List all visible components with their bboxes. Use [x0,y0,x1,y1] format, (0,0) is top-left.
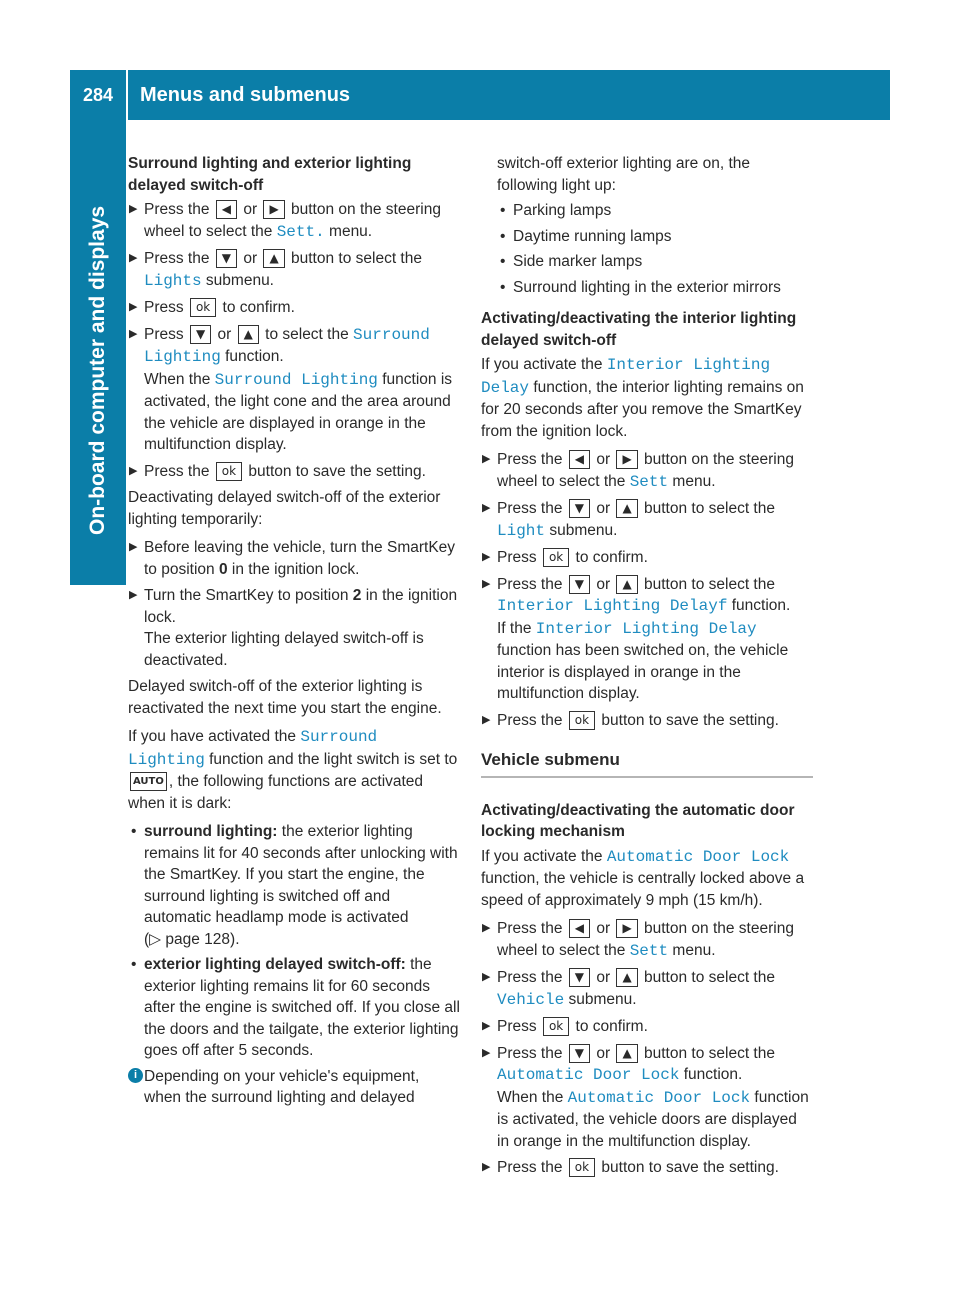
paragraph: Delayed switch-off of the exterior lighting is reactivated the next time you start the engine. [128,678,442,717]
right-column [481,153,813,1184]
list-item: • Surround lighting in the exterior mirrors [497,277,813,299]
ok-key-icon: ok [216,462,242,481]
paragraph: If you activate the Automatic Door Lock function, the vehicle is centrally locked above a speed of approximately 9 mph (15 km/h). [481,847,805,909]
section-title: Vehicle submenu [481,749,813,778]
left-column [128,153,460,1113]
step: ▶ Press the ◀ or ▶ button on the steering wheel to select the Sett. menu. [128,199,460,243]
ok-key-icon: ok [543,1017,569,1036]
left-arrow-key-icon: ◀ [569,919,590,938]
info-note: i Depending on your vehicle's equipment, when the surround lighting and delayed [128,1066,460,1109]
ok-key-icon: ok [190,298,216,317]
step: ▶ Press the ok button to save the setting. [128,461,460,483]
up-arrow-key-icon: ▲ [263,249,284,268]
right-arrow-key-icon: ▶ [616,450,637,469]
section-heading: Activating/deactivating the automatic door locking mechanism [481,801,795,840]
left-arrow-key-icon: ◀ [216,200,237,219]
step: ▶ Press the ▼ or ▲ button to select the Lights submenu. [128,248,460,292]
auto-light-switch-icon: AUTO [130,772,167,791]
step: ▶ Press the ◀ or ▶ button on the steering wheel to select the Sett menu. [481,449,813,493]
section-heading: Activating/deactivating the interior lighting delayed switch-off [481,310,797,349]
menu-name: Light [497,521,546,540]
up-arrow-key-icon: ▲ [238,325,259,344]
down-arrow-key-icon: ▼ [569,968,590,987]
list-item: • Parking lamps [497,200,813,222]
function-name: Automatic Door Lock [497,1066,680,1084]
ok-key-icon: ok [543,548,569,567]
function-name: Surround Lighting [144,325,430,366]
list-item: • Side marker lamps [497,251,813,273]
step: ▶ Before leaving the vehicle, turn the SmartKey to position 0 in the ignition lock. [128,537,460,580]
step: ▶ Press ok to confirm. [128,297,460,319]
ok-key-icon: ok [569,711,595,730]
step: ▶ Press the ▼ or ▲ button to select the Automatic Door Lock function. When the Automatic Door Lock function is activated, the vehicle doors are displayed in orange in the multifunction display. [481,1043,813,1153]
function-name: Automatic Door Lock [567,1088,751,1107]
list-item: • surround lighting: the exterior lighting remains lit for 40 seconds after unlocking with the SmartKey. If you start the engine, the surround lighting is switched off and automatic headlamp mode is activated (▷ page 128). [128,821,460,950]
info-note-continued: switch-off exterior lighting are on, the following light up: [497,155,751,194]
down-arrow-key-icon: ▼ [569,1044,590,1063]
down-arrow-key-icon: ▼ [190,325,211,344]
step: ▶ Press ok to confirm. [481,547,813,569]
step: ▶ Press the ▼ or ▲ button to select the Interior Lighting Delayf function. If the Interior Lighting Delay function has been switched on, the vehicle interior is displayed in orange in the multifunction display. [481,574,813,705]
step: ▶ Press ▼ or ▲ to select the Surround Lighting function. When the Surround Lighting function is activated, the light cone and the area around the vehicle are displayed in orange in the multifunction display. [128,324,460,456]
step: ▶ Press the ok button to save the setting. [481,710,813,732]
up-arrow-key-icon: ▲ [616,1044,637,1063]
menu-name: Sett [629,472,669,491]
chapter-title: On-board computer and displays [86,205,109,535]
paragraph: If you activate the Interior Lighting Delay function, the interior lighting remains on for 20 seconds after you remove the SmartKey from the ignition lock. [481,356,804,440]
step: ▶ Press the ok button to save the setting. [481,1157,813,1179]
header-divider [126,70,128,120]
menu-name: Sett [629,941,669,960]
right-arrow-key-icon: ▶ [263,200,284,219]
step: ▶ Press the ▼ or ▲ button to select the Light submenu. [481,498,813,542]
page-header [70,70,890,120]
right-arrow-key-icon: ▶ [616,919,637,938]
function-name: Surround Lighting [214,370,378,389]
step: ▶ Press the ◀ or ▶ button on the steering wheel to select the Sett menu. [481,918,813,962]
menu-name: Sett. [276,222,325,241]
step: ▶ Press ok to confirm. [481,1016,813,1038]
left-arrow-key-icon: ◀ [569,450,590,469]
down-arrow-key-icon: ▼ [216,249,237,268]
up-arrow-key-icon: ▲ [616,968,637,987]
down-arrow-key-icon: ▼ [569,575,590,594]
function-name: Interior Lighting Delay [481,356,771,397]
paragraph: Deactivating delayed switch-off of the exterior lighting temporarily: [128,489,441,528]
up-arrow-key-icon: ▲ [616,499,637,518]
page-title: Menus and submenus [140,84,351,106]
list-item: • exterior lighting delayed switch-off: the exterior lighting remains lit for 60 seconds after the engine is switched off. If you close all the doors and the tailgate, the exterior lighting goes off after 5 seconds. [128,954,460,1062]
ok-key-icon: ok [569,1158,595,1177]
function-name: Surround Lighting [128,728,378,769]
function-name: Interior Lighting Delay [535,619,757,638]
list-item: • Daytime running lamps [497,226,813,248]
paragraph: If you have activated the Surround Lighting function and the light switch is set to AUTO , the following functions are activated when it is dark: [128,728,458,812]
lights-list [481,200,813,298]
function-name: Automatic Door Lock [606,847,790,866]
down-arrow-key-icon: ▼ [569,499,590,518]
function-name: Interior Lighting Delayf [497,597,728,615]
step: ▶ Press the ▼ or ▲ button to select the Vehicle submenu. [481,967,813,1011]
menu-name: Vehicle [497,990,565,1009]
up-arrow-key-icon: ▲ [616,575,637,594]
menu-name: Lights [144,271,202,290]
page-number: 284 [82,85,114,105]
page-reference: (▷ page 128). [144,930,240,948]
info-icon: i [128,1068,143,1083]
section-heading: Surround lighting and exterior lighting delayed switch-off [128,155,412,194]
step: ▶ Turn the SmartKey to position 2 in the ignition lock. The exterior lighting delayed switch-off is deactivated. [128,585,460,671]
